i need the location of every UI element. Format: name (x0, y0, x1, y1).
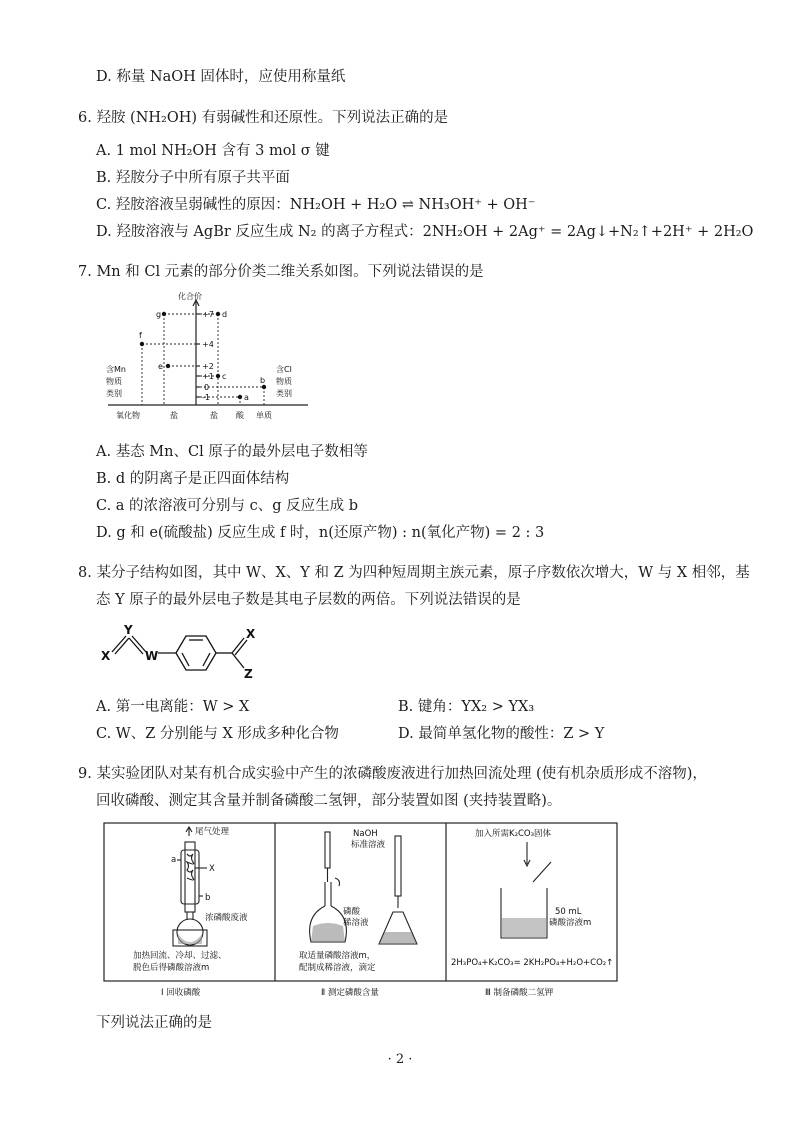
y-tick-plus1: +1 (202, 372, 214, 381)
y-tick-plus4: +4 (202, 340, 214, 349)
q7-option-d: D. g 和 e(硫酸盐) 反应生成 f 时，n(还原产物) : n(氧化产物) = 2 : 3 (96, 525, 545, 541)
p2-caption: Ⅱ 测定磷酸含量 (321, 988, 379, 998)
q5-option-d: D. 称量 NaOH 固体时，应使用称量纸 (96, 69, 346, 85)
point-label-f: f (139, 331, 142, 340)
point-f (140, 342, 144, 346)
point-label-c: c (222, 372, 227, 381)
p1-label-b: b (205, 893, 211, 903)
x-label-acid: 酸 (236, 411, 244, 420)
p2-acid-label: 磷酸 (343, 907, 361, 917)
p2-note-line1: 取适量磷酸溶液m， (299, 951, 376, 961)
p1-exhaust-label: 尾气处理 (195, 827, 230, 837)
q6-stem: 6. 羟胺 (NH₂OH) 有弱碱性和还原性。下列说法正确的是 (78, 110, 449, 126)
left-category-line2: 物质 (106, 377, 122, 386)
point-label-b: b (260, 376, 266, 385)
p3-equation: 2H₃PO₄+K₂CO₃= 2KH₂PO₄+H₂O+CO₂↑ (451, 958, 614, 968)
left-category-line3: 类别 (106, 389, 122, 398)
point-b (262, 385, 266, 389)
atom-x-left: X (101, 649, 111, 663)
q8-option-a: A. 第一电离能：W > X (96, 699, 250, 715)
point-label-a: a (244, 393, 249, 402)
point-e (166, 364, 170, 368)
p1-note-line1: 加热回流、冷却、过滤、 (133, 951, 227, 961)
p1-note-line2: 脱色后得磷酸溶液m (133, 963, 210, 973)
atom-x-right: X (246, 627, 256, 641)
point-d (216, 312, 220, 316)
point-a (238, 395, 242, 399)
p2-naoh-label: NaOH (353, 829, 378, 839)
q6-option-a: A. 1 mol NH₂OH 含有 3 mol σ 键 (96, 143, 330, 159)
q9-stem-line1: 9. 某实验团队对某有机合成实验中产生的浓磷酸废液进行加热回流处理 (使有机杂质形成不溶物)， (78, 766, 707, 782)
y-axis-title: 化合价 (178, 292, 202, 301)
x-label-element: 单质 (256, 411, 272, 420)
point-label-g: g (156, 310, 162, 319)
p1-label-a: a (171, 855, 177, 865)
q7-option-a: A. 基态 Mn、Cl 原子的最外层电子数相等 (96, 444, 368, 460)
q6-option-d: D. 羟胺溶液与 AgBr 反应生成 N₂ 的离子方程式：2NH₂OH + 2Ag⁺ = 2Ag↓+N₂↑+2H⁺ + 2H₂O (96, 224, 754, 240)
right-category-line3: 类别 (276, 389, 292, 398)
q7-stem: 7. Mn 和 Cl 元素的部分价类二维关系如图。下列说法错误的是 (78, 264, 484, 280)
q8-stem-line2: 态 Y 原子的最外层电子数是其电子层数的两倍。下列说法错误的是 (96, 592, 521, 608)
atom-z: Z (244, 667, 253, 681)
q8-stem-line1: 8. 某分子结构如图，其中 W、X、Y 和 Z 为四种短周期主族元素，原子序数依次增大，W 与 X 相邻，基 (78, 565, 750, 581)
x-label-oxide: 氧化物 (116, 411, 140, 420)
p3-solution-label: 磷酸溶液m (549, 918, 592, 928)
q9-prompt: 下列说法正确的是 (96, 1015, 212, 1031)
q8-option-d: D. 最简单氢化物的酸性：Z > Y (398, 726, 605, 742)
p2-standard-label: 标准溶液 (351, 840, 386, 850)
left-category-line1: 含Mn (106, 365, 126, 374)
p3-volume-label: 50 mL (555, 907, 582, 917)
q9-stem-line2: 回收磷酸、测定其含量并制备磷酸二氢钾，部分装置如图 (夹持装置略)。 (96, 793, 562, 809)
y-tick-plus7: +7 (202, 310, 214, 319)
p2-note-line2: 配制成稀溶液，滴定 (299, 963, 376, 973)
y-tick-minus1: -1 (202, 393, 210, 402)
p1-label-x: X (209, 864, 215, 874)
p1-caption: Ⅰ 回收磷酸 (161, 988, 201, 998)
p1-liquid-label: 浓磷酸废液 (205, 913, 248, 923)
q7-valence-category-diagram (100, 286, 330, 426)
q6-option-c: C. 羟胺溶液呈弱碱性的原因：NH₂OH + H₂O ⇌ NH₃OH⁺ + OH⁻ (96, 197, 536, 213)
point-label-e: e (158, 362, 163, 371)
right-category-line2: 物质 (276, 377, 292, 386)
p3-caption: Ⅲ 制备磷酸二氢钾 (485, 988, 554, 998)
y-tick-plus2: +2 (202, 362, 214, 371)
page-number: · 2 · (387, 1052, 413, 1067)
q7-option-c: C. a 的浓溶液可分别与 c、g 反应生成 b (96, 498, 359, 514)
p3-top-label: 加入所需K₂CO₃固体 (475, 829, 552, 839)
q8-molecule-structure (98, 622, 268, 682)
q6-option-b: B. 羟胺分子中所有原子共平面 (96, 170, 290, 186)
atom-w: W (145, 649, 159, 663)
point-g (162, 312, 166, 316)
q9-apparatus-figure (103, 822, 618, 1002)
y-tick-zero: 0 (204, 383, 210, 392)
point-label-d: d (222, 310, 228, 319)
q8-option-c: C. W、Z 分别能与 X 形成多种化合物 (96, 726, 339, 742)
x-label-mn-salt: 盐 (170, 411, 178, 420)
atom-y: Y (124, 623, 133, 637)
q7-option-b: B. d 的阴离子是正四面体结构 (96, 471, 290, 487)
right-category-line1: 含Cl (276, 365, 292, 374)
x-label-cl-salt: 盐 (210, 411, 218, 420)
point-c (216, 374, 220, 378)
p2-dilute-label: 稀溶液 (343, 918, 369, 928)
q8-option-b: B. 键角：YX₂ > YX₃ (398, 699, 535, 715)
